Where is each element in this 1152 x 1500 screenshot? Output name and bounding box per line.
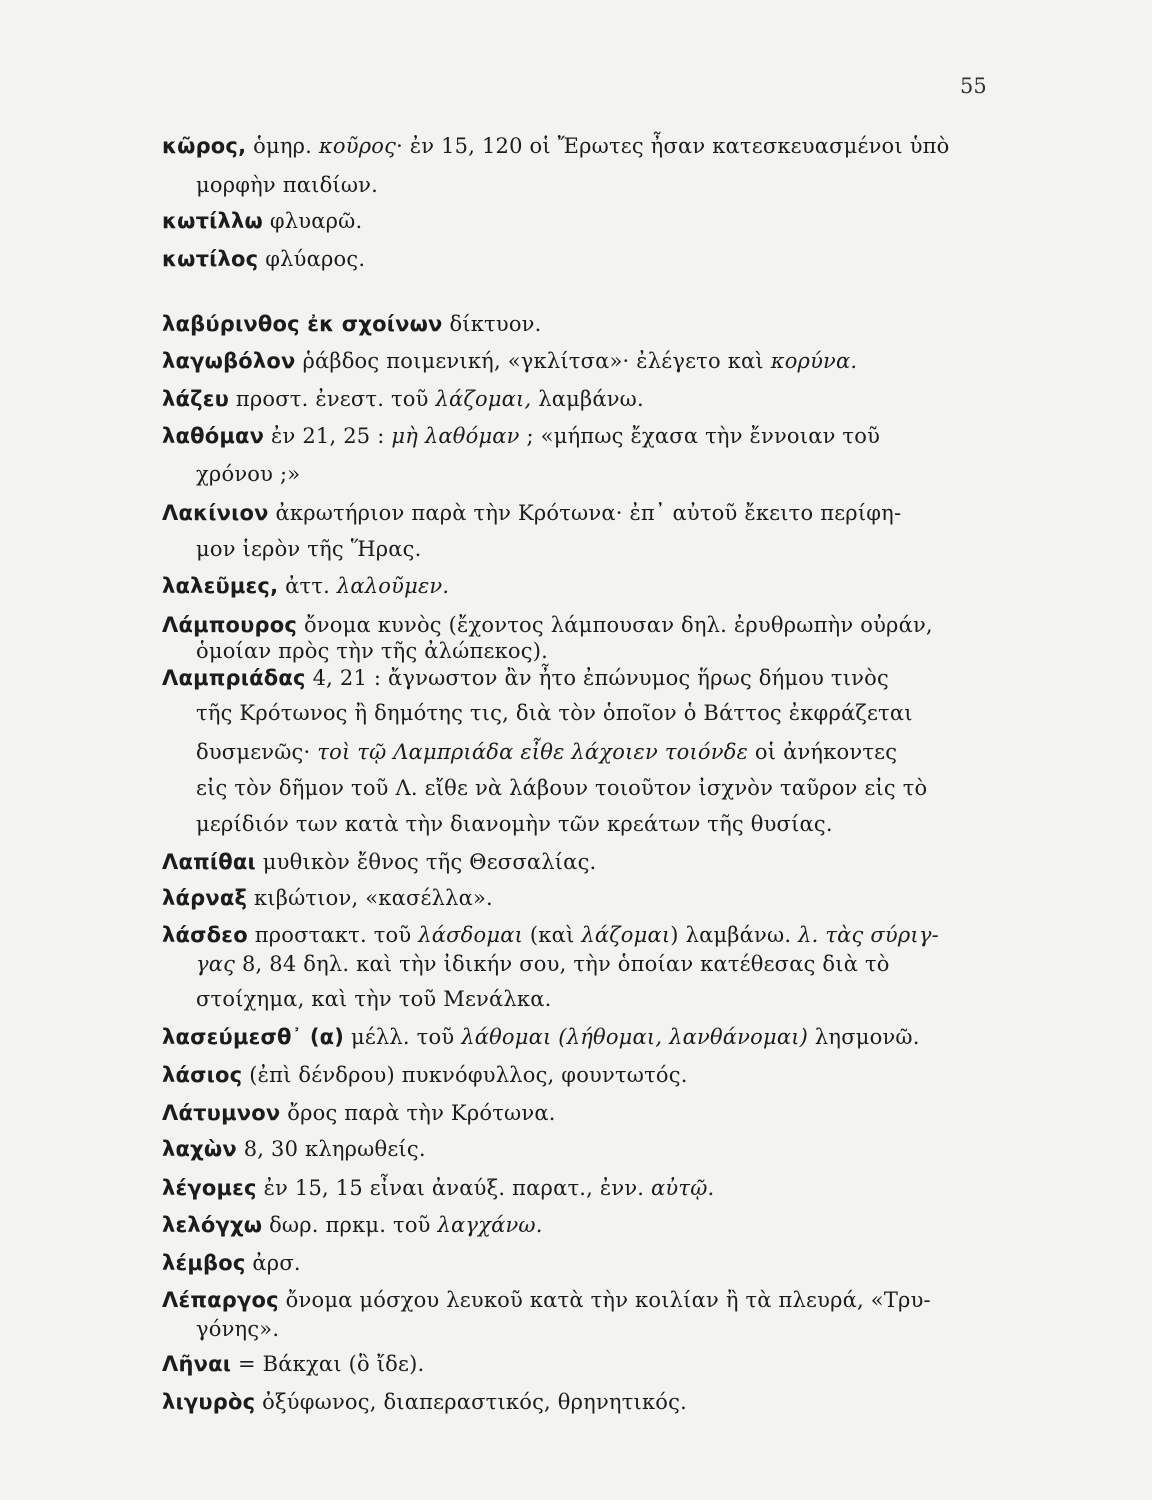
definition-text: ; «μήπως ἔχασα τὴν ἔννοιαν τοῦ: [519, 424, 881, 448]
definition-text: · ἐν 15, 120 οἱ Ἔρωτες ἦσαν κατεσκευασμένοι ὑπὸ: [396, 134, 950, 158]
definition-text: κιβώτιον, «κασέλλα».: [247, 886, 493, 910]
entry-line: [162, 1351, 424, 1377]
quoted-text: γας: [196, 952, 236, 976]
entry-line: [162, 1212, 543, 1238]
definition-text: στοίχημα, καὶ τὴν τοῦ Μενάλκα.: [196, 987, 552, 1011]
quoted-text: μὴ λαθόμαν: [391, 424, 520, 448]
definition-text: προστ. ἐνεστ. τοῦ: [229, 387, 436, 411]
definition-text: (καὶ: [523, 923, 582, 947]
definition-text: εἰς τὸν δῆμον τοῦ Λ. εἴθε νὰ λάβουν τοιοῦτον ἰσχνὸν ταῦρον εἰς τὸ: [196, 776, 928, 800]
definition-text: οἱ ἀνήκοντες: [748, 740, 898, 764]
entry-line: [162, 1100, 556, 1126]
entry-continuation-line: [196, 700, 913, 726]
entry-line: [162, 573, 449, 599]
quoted-text: λαγχάνω.: [437, 1213, 543, 1237]
definition-text: μυθικὸν ἔθνος τῆς Θεσσαλίας.: [255, 850, 597, 874]
headword: λελόγχω: [162, 1213, 263, 1237]
entry-continuation-line: [196, 775, 927, 801]
quoted-text: λαλοῦμεν.: [336, 574, 450, 598]
definition-text: μερίδιόν των κατὰ τὴν διανομὴν τῶν κρεάτων τῆς θυσίας.: [196, 812, 833, 836]
headword: λάζευ: [162, 387, 229, 411]
quoted-text: λάσδομαι: [418, 923, 524, 947]
quoted-text: λ. τὰς σύριγ-: [798, 923, 939, 947]
entry-line: [162, 665, 889, 691]
headword: Λέπαργος: [162, 1288, 279, 1312]
entry-line: [162, 1287, 931, 1313]
entry-line: [162, 1136, 426, 1162]
quoted-text: κορύνα.: [770, 349, 858, 373]
headword: λέμβος: [162, 1251, 246, 1275]
definition-text: ἀρσ.: [245, 1251, 301, 1275]
headword: Λαμπριάδας: [162, 666, 306, 690]
headword: Λαπίθαι: [162, 850, 256, 874]
quoted-text: λάζομαι,: [435, 387, 532, 411]
definition-text: 8, 84 δηλ. καὶ τὴν ἰδικήν σου, τὴν ὁποίαν κατέθεσας διὰ τὸ: [235, 952, 890, 976]
definition-text: ῥάβδος ποιμενική, «γκλίτσα»· ἐλέγετο καὶ: [295, 349, 771, 373]
definition-text: δωρ. πρκμ. τοῦ: [262, 1213, 438, 1237]
definition-text: (ἐπὶ δένδρου) πυκνόφυλλος, φουντωτός.: [242, 1063, 688, 1087]
headword: Λακίνιον: [162, 501, 269, 525]
definition-text: δυσμενῶς·: [196, 740, 318, 764]
definition-text: δίκτυον.: [442, 312, 542, 336]
entry-line: [162, 423, 880, 449]
definition-text: ὄνομα κυνὸς (ἔχοντος λάμπουσαν δηλ. ἐρυθρωπὴν οὐράν,: [297, 613, 933, 637]
headword: Λάτυμνον: [162, 1101, 281, 1125]
definition-text: φλυαρῶ.: [263, 209, 363, 233]
entry-line: [162, 348, 857, 374]
entry-continuation-line: [196, 986, 552, 1012]
entry-continuation-line: [196, 172, 378, 198]
entry-line: [162, 208, 362, 234]
headword: λαχὼν: [162, 1137, 237, 1161]
entry-line: [162, 612, 933, 638]
definition-text: ὄρος παρὰ τὴν Κρότωνα.: [280, 1101, 556, 1125]
entry-line: [162, 500, 901, 526]
definition-text: ἐν 21, 25 :: [264, 424, 392, 448]
headword: λιγυρὸς: [162, 1390, 256, 1414]
headword: λασεύμεσθ᾿ (α): [162, 1025, 345, 1049]
quoted-text: λάζομαι: [581, 923, 671, 947]
headword: λαθόμαν: [162, 424, 265, 448]
entry-line: [162, 922, 939, 948]
headword: κωτίλλω: [162, 209, 263, 233]
definition-text: = Βάκχαι (ὃ ἴδε).: [231, 1352, 425, 1376]
entry-line: [162, 849, 596, 875]
entry-line: [162, 885, 493, 911]
entry-line: [162, 1175, 714, 1201]
definition-text: ἀκρωτήριον παρὰ τὴν Κρότωνα· ἐπ᾿ αὐτοῦ ἔκειτο περίφη-: [268, 501, 902, 525]
entry-continuation-line: [196, 739, 897, 765]
entry-line: [162, 1024, 920, 1050]
definition-text: 8, 30 κληρωθείς.: [236, 1137, 426, 1161]
page-number: 55: [960, 74, 987, 98]
headword: κωτίλος: [162, 247, 259, 271]
headword: λαγωβόλον: [162, 349, 296, 373]
definition-text: μορφὴν παιδίων.: [196, 173, 379, 197]
headword: λάσδεο: [162, 923, 248, 947]
headword: λάσιος: [162, 1063, 243, 1087]
headword: λαβύρινθος ἐκ σχοίνων: [162, 312, 443, 336]
definition-text: ὀξύφωνος, διαπεραστικός, θρηνητικός.: [255, 1390, 687, 1414]
definition-text: προστακτ. τοῦ: [247, 923, 419, 947]
definition-text: χρόνου ;»: [196, 462, 301, 486]
entry-continuation-line: [196, 461, 300, 487]
entry-continuation-line: [196, 1316, 279, 1342]
headword: λάρναξ: [162, 886, 248, 910]
entry-continuation-line: [196, 951, 890, 977]
quoted-text: τοὶ τῷ Λαμπριάδα εἶθε λάχοιεν τοιόνδε: [317, 740, 749, 764]
definition-text: 4, 21 : ἄγνωστον ἂν ἦτο ἐπώνυμος ἥρως δήμου τινὸς: [305, 666, 889, 690]
definition-text: μον ἱερὸν τῆς Ἥρας.: [196, 537, 422, 561]
headword: Λάμπουρος: [162, 613, 298, 637]
entry-line: [162, 311, 542, 337]
definition-text: μέλλ. τοῦ: [344, 1025, 462, 1049]
headword: κῶρος,: [162, 134, 247, 158]
entry-continuation-line: [196, 638, 548, 664]
definition-text: ἐν 15, 15 εἶναι ἀναύξ. παρατ., ἐνν.: [256, 1176, 652, 1200]
entry-line: [162, 386, 644, 412]
definition-text: λαμβάνω.: [531, 387, 644, 411]
definition-text: ἀττ.: [278, 574, 337, 598]
definition-text: ὄνομα μόσχου λευκοῦ κατὰ τὴν κοιλίαν ἢ τὰ πλευρά, «Τρυ-: [278, 1288, 931, 1312]
definition-text: ὁμοίαν πρὸς τὴν τῆς ἀλώπεκος).: [196, 639, 548, 663]
headword: λέγομες: [162, 1176, 257, 1200]
definition-text: ὁμηρ.: [246, 134, 319, 158]
headword: λαλεῦμες,: [162, 574, 279, 598]
entry-line: [162, 1250, 301, 1276]
entry-line: [162, 1389, 687, 1415]
headword: Λῆναι: [162, 1352, 232, 1376]
definition-text: γόνης».: [196, 1317, 280, 1341]
quoted-text: αὐτῷ.: [651, 1176, 715, 1200]
entry-line: [162, 1062, 688, 1088]
definition-text: ) λαμβάνω.: [670, 923, 799, 947]
entry-line: [162, 246, 365, 272]
entry-line: [162, 133, 950, 159]
entry-continuation-line: [196, 536, 422, 562]
definition-text: λησμονῶ.: [808, 1025, 920, 1049]
entry-continuation-line: [196, 811, 833, 837]
definition-text: φλύαρος.: [258, 247, 366, 271]
definition-text: τῆς Κρότωνος ἢ δημότης τις, διὰ τὸν ὁποῖον ὁ Βάττος ἐκφράζεται: [196, 701, 913, 725]
quoted-text: κοῦρος: [318, 134, 397, 158]
quoted-text: λάθομαι (λήθομαι, λανθάνομαι): [461, 1025, 809, 1049]
